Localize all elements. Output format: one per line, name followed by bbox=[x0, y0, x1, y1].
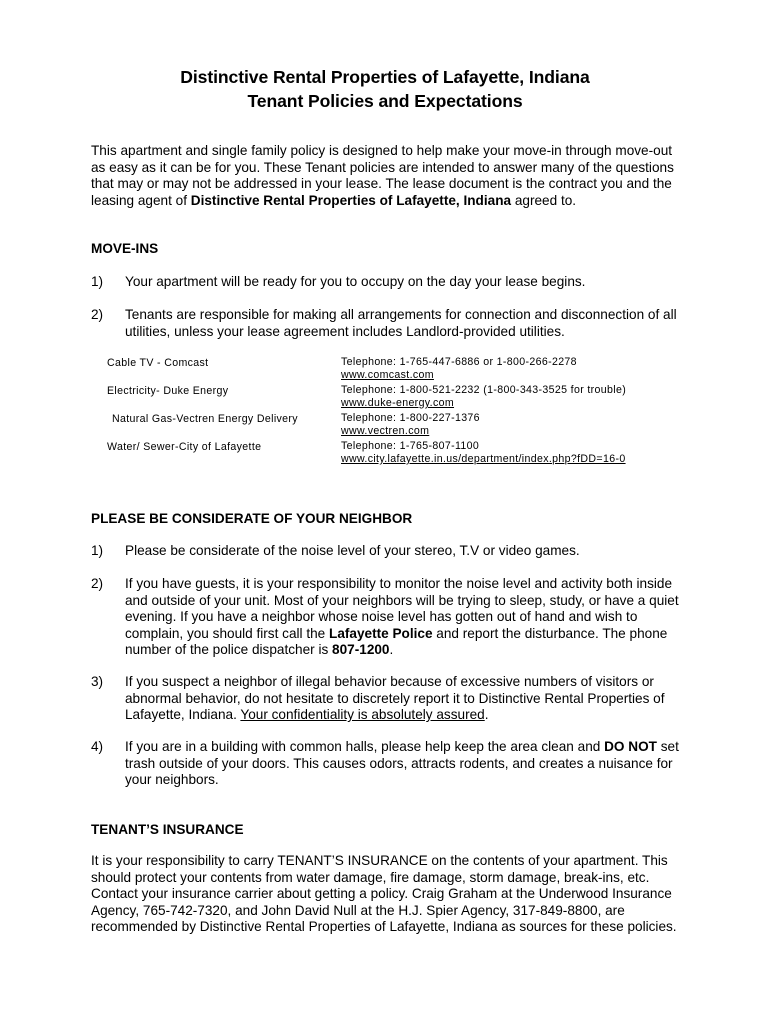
document-title: Distinctive Rental Properties of Lafayette, Indiana bbox=[180, 67, 590, 87]
item-text: . bbox=[484, 707, 489, 723]
utility-telephone: Telephone: 1-765-807-1100 bbox=[341, 440, 480, 452]
utility-name: Water/ Sewer-City of Lafayette bbox=[107, 441, 262, 453]
insurance-paragraph: It is your responsibility to carry TENANT’S INSURANCE on the contents of your apartment. This should protect your contents from water damage, fire damage, storm damage, break-ins, etc. Contact your insurance carrier about getting a policy. Craig Graham at the Underwood Insurance Agency, 765-742-7320, and John David Null at the H.J. Spier Agency, 317-849-8800, are recommended by Distinctive Rental Properties of Lafayette, Indiana as sources for these policies. bbox=[91, 853, 677, 935]
list-number: 4) bbox=[91, 739, 104, 754]
item-text: If you have guests, it is your responsibility to monitor the noise level and activity both inside and outside of your unit. Most of your neighbors will be trying to sleep, study, or have a quiet evening. If you have a neighbor whose noise level has gotten out of hand and wish to complain, you should first call the bbox=[125, 576, 679, 641]
item-text: If you suspect a neighbor of illegal behavior because of excessive numbers of visitors or abnormal behavior, do not hesitate to discretely report it to Distinctive Rental Properties of Lafayette, Indiana. bbox=[125, 674, 665, 723]
neighbor-item-3 bbox=[125, 674, 685, 724]
utility-name: Natural Gas-Vectren Energy Delivery bbox=[112, 413, 298, 425]
intro-paragraph bbox=[91, 143, 685, 209]
item-text: set trash outside of your doors. This causes odors, attracts rodents, and creates a nuisance for your neighbors. bbox=[125, 739, 679, 788]
list-number: 2) bbox=[91, 576, 104, 591]
confidentiality-note: Your confidentiality is absolutely assured bbox=[240, 707, 485, 723]
list-number: 1) bbox=[91, 543, 104, 558]
list-number: 1) bbox=[91, 274, 104, 289]
utility-telephone: Telephone: 1-765-447-6886 or 1-800-266-2278 bbox=[341, 356, 577, 368]
neighbor-item-2 bbox=[125, 576, 685, 659]
item-text: . bbox=[389, 642, 394, 658]
utility-telephone: Telephone: 1-800-521-2232 (1-800-343-3525 for trouble) bbox=[341, 384, 627, 396]
utility-name: Electricity- Duke Energy bbox=[107, 385, 229, 397]
police-name: Lafayette Police bbox=[329, 625, 433, 641]
utility-telephone: Telephone: 1-800-227-1376 bbox=[341, 412, 480, 424]
insurance-heading: TENANT’S INSURANCE bbox=[91, 822, 244, 837]
utility-link[interactable]: www.vectren.com bbox=[341, 425, 430, 437]
intro-text-end: agreed to. bbox=[511, 192, 577, 208]
utility-name: Cable TV - Comcast bbox=[107, 357, 209, 369]
move-ins-heading: MOVE-INS bbox=[91, 241, 159, 256]
police-phone: 807-1200 bbox=[332, 642, 390, 658]
do-not-emphasis: DO NOT bbox=[604, 739, 657, 754]
intro-text: This apartment and single family policy is designed to help make your move-in through move-out as easy as it can be for you. These Tenant policies are intended to answer many of the questions that may or may not be addressed in your lease. The lease document is the contract you and the leasing agent of bbox=[91, 143, 674, 208]
move-ins-item-1: Your apartment will be ready for you to occupy on the day your lease begins. bbox=[125, 274, 586, 289]
neighbor-item-1: Please be considerate of the noise level of your stereo, T.V or video games. bbox=[125, 543, 580, 558]
neighbor-item-4 bbox=[125, 739, 685, 789]
utility-link[interactable]: www.city.lafayette.in.us/department/index.php?fDD=16-0 bbox=[341, 453, 626, 465]
list-number: 3) bbox=[91, 674, 104, 689]
document-subtitle: Tenant Policies and Expectations bbox=[247, 91, 523, 111]
item-text: and report the disturbance. The phone number of the police dispatcher is bbox=[125, 625, 668, 658]
move-ins-item-2: Tenants are responsible for making all arrangements for connection and disconnection of all utilities, unless your lease agreement includes Landlord-provided utilities. bbox=[125, 307, 677, 339]
neighbor-heading: PLEASE BE CONSIDERATE OF YOUR NEIGHBOR bbox=[91, 511, 413, 526]
item-text: If you are in a building with common halls, please help keep the area clean and bbox=[125, 739, 605, 754]
company-name: Distinctive Rental Properties of Lafayette, Indiana bbox=[190, 192, 512, 208]
list-number: 2) bbox=[91, 307, 104, 322]
utility-link[interactable]: www.comcast.com bbox=[341, 369, 434, 381]
utility-link[interactable]: www.duke-energy.com bbox=[341, 397, 455, 409]
